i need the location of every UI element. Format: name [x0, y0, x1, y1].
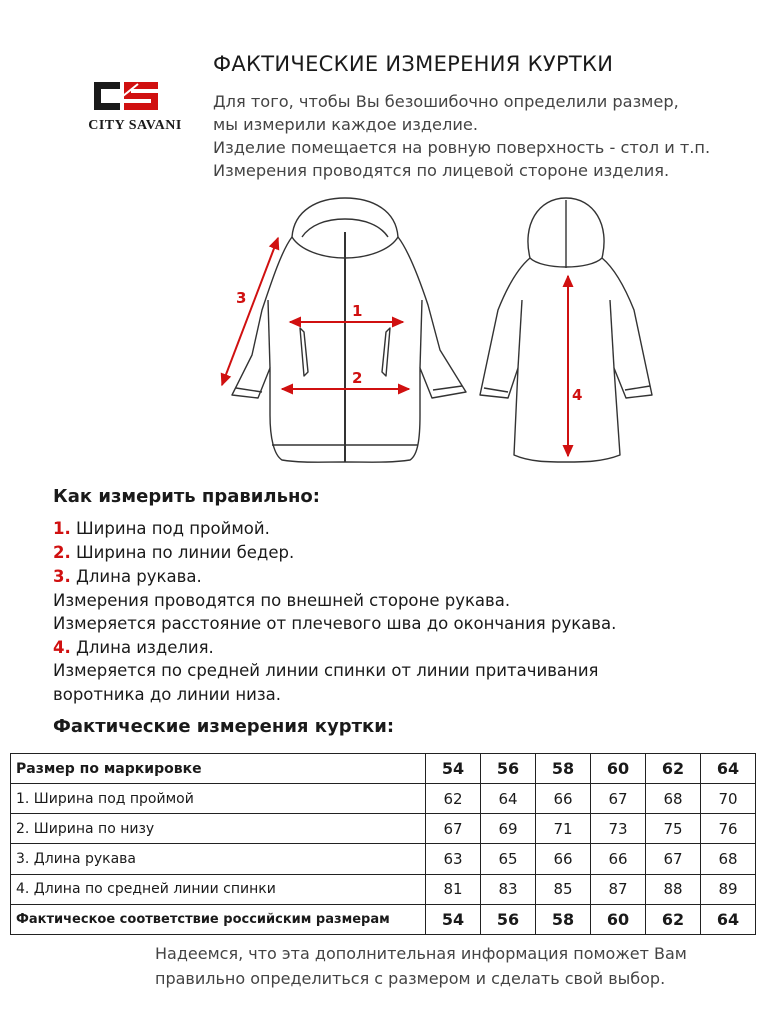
footer-line: Надеемся, что эта дополнительная информация поможет Вам [155, 944, 687, 963]
table-cell: 85 [536, 874, 591, 904]
table-footer-row [11, 904, 756, 934]
table-row [11, 874, 756, 904]
table-cell: 64 [701, 904, 756, 934]
table-cell: 56 [481, 904, 536, 934]
table-cell: 81 [426, 874, 481, 904]
table-cell: 56 [481, 754, 536, 784]
table-cell: 66 [536, 784, 591, 814]
table-cell: 69 [481, 814, 536, 844]
jacket-diagram [0, 190, 766, 480]
table-cell: 67 [646, 844, 701, 874]
table-cell-label: 1. Ширина под проймой [11, 784, 426, 814]
howto-text: Длина изделия. [76, 638, 214, 657]
measure-4-label: 4 [572, 386, 583, 404]
table-row [11, 844, 756, 874]
table-cell: 68 [646, 784, 701, 814]
size-table [10, 753, 756, 935]
howto-number: 3. [53, 567, 71, 586]
table-cell-label: 2. Ширина по низу [11, 814, 426, 844]
table-cell: 65 [481, 844, 536, 874]
table-cell: 76 [701, 814, 756, 844]
table-cell: 60 [591, 904, 646, 934]
table-cell: 66 [536, 844, 591, 874]
measure-3-label: 3 [236, 289, 247, 307]
howto-note: воротника до линии низа. [53, 685, 281, 704]
howto-note: Измеряется по средней линии спинки от линии притачивания [53, 661, 599, 680]
measure-2-label: 2 [352, 369, 363, 387]
table-cell: 64 [481, 784, 536, 814]
table-cell: 88 [646, 874, 701, 904]
table-row [11, 814, 756, 844]
howto-note: Измерения проводятся по внешней стороне рукава. [53, 591, 511, 610]
table-cell: 54 [426, 904, 481, 934]
howto-item [53, 519, 270, 539]
table-row [11, 784, 756, 814]
table-cell-label: 4. Длина по средней линии спинки [11, 874, 426, 904]
table-cell: 68 [701, 844, 756, 874]
table-cell: 58 [536, 904, 591, 934]
table-cell: 62 [646, 904, 701, 934]
howto-number: 2. [53, 543, 71, 562]
howto-text: Ширина по линии бедер. [76, 543, 295, 562]
howto-number: 4. [53, 638, 71, 657]
intro-line: мы измерили каждое изделие. [213, 115, 478, 134]
table-cell: 54 [426, 754, 481, 784]
brand-name: CITY SAVANI [88, 118, 182, 133]
table-cell: 70 [701, 784, 756, 814]
jacket-front-drawing [232, 198, 466, 462]
howto-number: 1. [53, 519, 71, 538]
table-cell: 87 [591, 874, 646, 904]
brand-logo [80, 78, 190, 133]
table-cell: 67 [591, 784, 646, 814]
table-cell: 62 [646, 754, 701, 784]
table-cell: 58 [536, 754, 591, 784]
table-cell-label: Размер по маркировке [11, 754, 426, 784]
table-cell: 73 [591, 814, 646, 844]
howto-item [53, 567, 202, 587]
howto-note: Измеряется расстояние от плечевого шва до окончания рукава. [53, 614, 617, 633]
page-title: ФАКТИЧЕСКИЕ ИЗМЕРЕНИЯ КУРТКИ [213, 52, 614, 76]
jacket-back-drawing [480, 198, 652, 462]
intro-line: Изделие помещается на ровную поверхность - стол и т.п. [213, 138, 711, 157]
table-cell: 64 [701, 754, 756, 784]
table-cell: 67 [426, 814, 481, 844]
table-cell-label: Фактическое соответствие российским размерам [11, 904, 426, 934]
howto-text: Ширина под проймой. [76, 519, 270, 538]
table-cell: 71 [536, 814, 591, 844]
footer-line: правильно определиться с размером и сделать свой выбор. [155, 969, 666, 988]
logo-mark-icon [80, 78, 190, 116]
table-cell: 66 [591, 844, 646, 874]
table-title: Фактические измерения куртки: [53, 716, 395, 737]
table-cell: 63 [426, 844, 481, 874]
howto-item [53, 543, 294, 563]
howto-title: Как измерить правильно: [53, 486, 320, 507]
table-cell: 75 [646, 814, 701, 844]
table-cell: 83 [481, 874, 536, 904]
table-cell: 62 [426, 784, 481, 814]
table-cell: 89 [701, 874, 756, 904]
measure-1-label: 1 [352, 302, 363, 320]
table-cell-label: 3. Длина рукава [11, 844, 426, 874]
intro-line: Для того, чтобы Вы безошибочно определили размер, [213, 92, 679, 111]
intro-line: Измерения проводятся по лицевой стороне изделия. [213, 161, 670, 180]
table-header-row [11, 754, 756, 784]
table-cell: 60 [591, 754, 646, 784]
howto-item [53, 638, 214, 658]
howto-text: Длина рукава. [76, 567, 202, 586]
